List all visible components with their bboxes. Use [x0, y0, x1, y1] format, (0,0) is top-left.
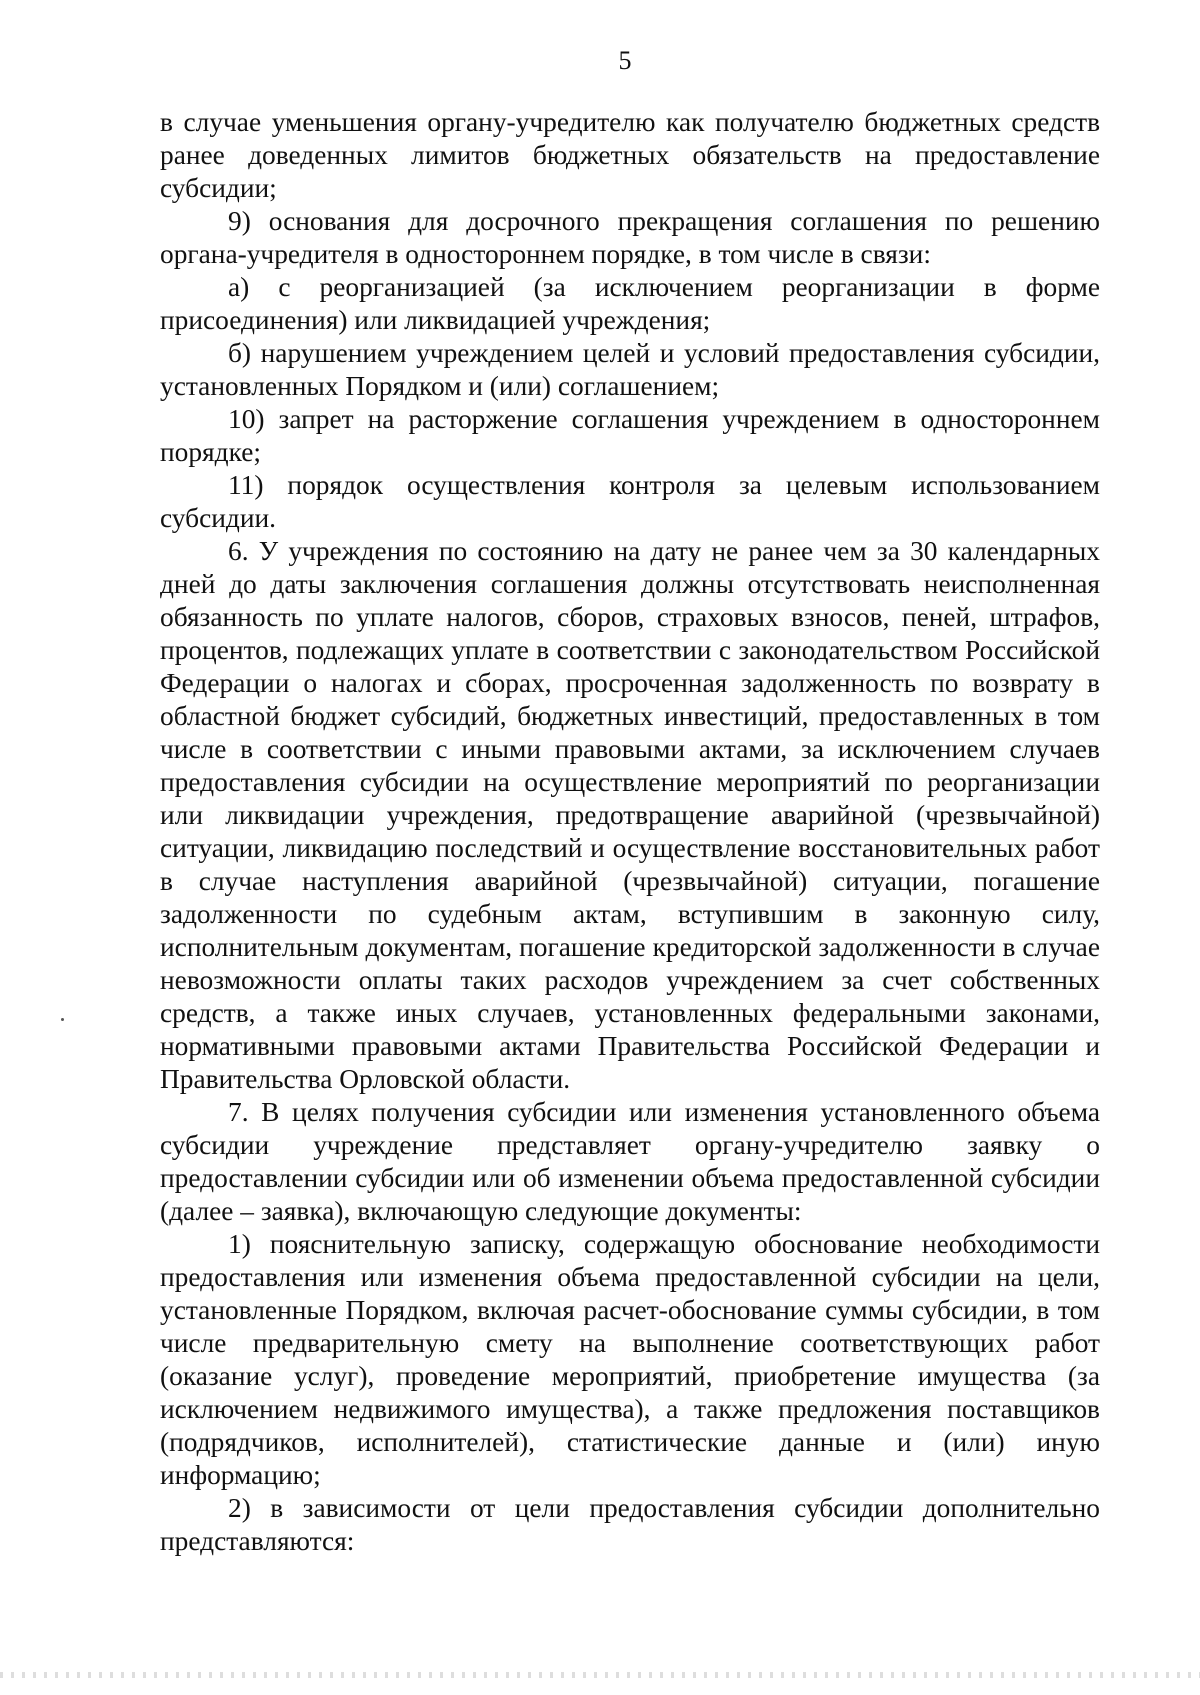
- paragraph-section-7-application: 7. В целях получения субсидии или изменения установленного объема субсидии учреждение представляет органу-учредителю заявку о предоставлении субсидии или об изменении объема предоставленной субсидии (далее – заявка), включающую следующие документы:: [160, 1097, 1100, 1226]
- paragraph-item-11-control-procedure: 11) порядок осуществления контроля за целевым использованием субсидии.: [160, 470, 1100, 533]
- paragraph-section-6-obligations: 6. У учреждения по состоянию на дату не ранее чем за 30 календарных дней до даты заключения соглашения должны отсутствовать неисполненная обязанность по уплате налогов, сборов, страховых взносов, пеней, штрафов, процентов, подлежащих уплате в соответствии с законодательством Российской Федерации о налогах и сборах, просроченная задолженность по возврату в областной бюджет субсидий, бюджетных инвестиций, предоставленных в том числе в соответствии с иными правовыми актами, за исключением случаев предоставления субсидии на осуществление мероприятий по реорганизации или ликвидации учреждения, предотвращение аварийной (чрезвычайной) ситуации, ликвидацию последствий и осуществление восстановительных работ в случае наступления аварийной (чрезвычайной) ситуации, погашение задолженности по судебным актам, вступившим в законную силу, исполнительным документам, погашение кредиторской задолженности в случае невозможности оплаты таких расходов учреждением за счет собственных средств, а также иных случаев, установленных федеральными законами, нормативными правовыми актами Правительства Российской Федерации и Правительства Орловской области.: [160, 536, 1100, 1094]
- paragraph-item-10-termination-ban: 10) запрет на расторжение соглашения учреждением в одностороннем порядке;: [160, 404, 1100, 467]
- paragraph-subitem-a-reorganization: а) с реорганизацией (за исключением реорганизации в форме присоединения) или ликвидацией учреждения;: [160, 272, 1100, 335]
- scan-artifact-edge: [0, 1672, 1200, 1678]
- paragraph-item-2-additional-documents: 2) в зависимости от цели предоставления субсидии дополнительно представляются:: [160, 1493, 1100, 1556]
- page-number: 5: [618, 46, 632, 75]
- document-body: [160, 106, 1100, 1558]
- paragraph-budget-limits: в случае уменьшения органу-учредителю как получателю бюджетных средств ранее доведенных лимитов бюджетных обязательств на предоставление субсидии;: [160, 107, 1100, 203]
- paragraph-item-9-termination-grounds: 9) основания для досрочного прекращения соглашения по решению органа-учредителя в одностороннем порядке, в том числе в связи:: [160, 206, 1100, 269]
- paragraph-subitem-b-violation: б) нарушением учреждением целей и условий предоставления субсидии, установленных Порядком и (или) соглашением;: [160, 338, 1100, 401]
- scan-artifact-dot: [61, 1018, 64, 1021]
- paragraph-item-1-explanatory-note: 1) пояснительную записку, содержащую обоснование необходимости предоставления или изменения объема предоставленной субсидии на цели, установленные Порядком, включая расчет-обоснование суммы субсидии, в том числе предварительную смету на выполнение соответствующих работ (оказание услуг), проведение мероприятий, приобретение имущества (за исключением недвижимого имущества), а также предложения поставщиков (подрядчиков, исполнителей), статистические данные и (или) иную информацию;: [160, 1229, 1100, 1490]
